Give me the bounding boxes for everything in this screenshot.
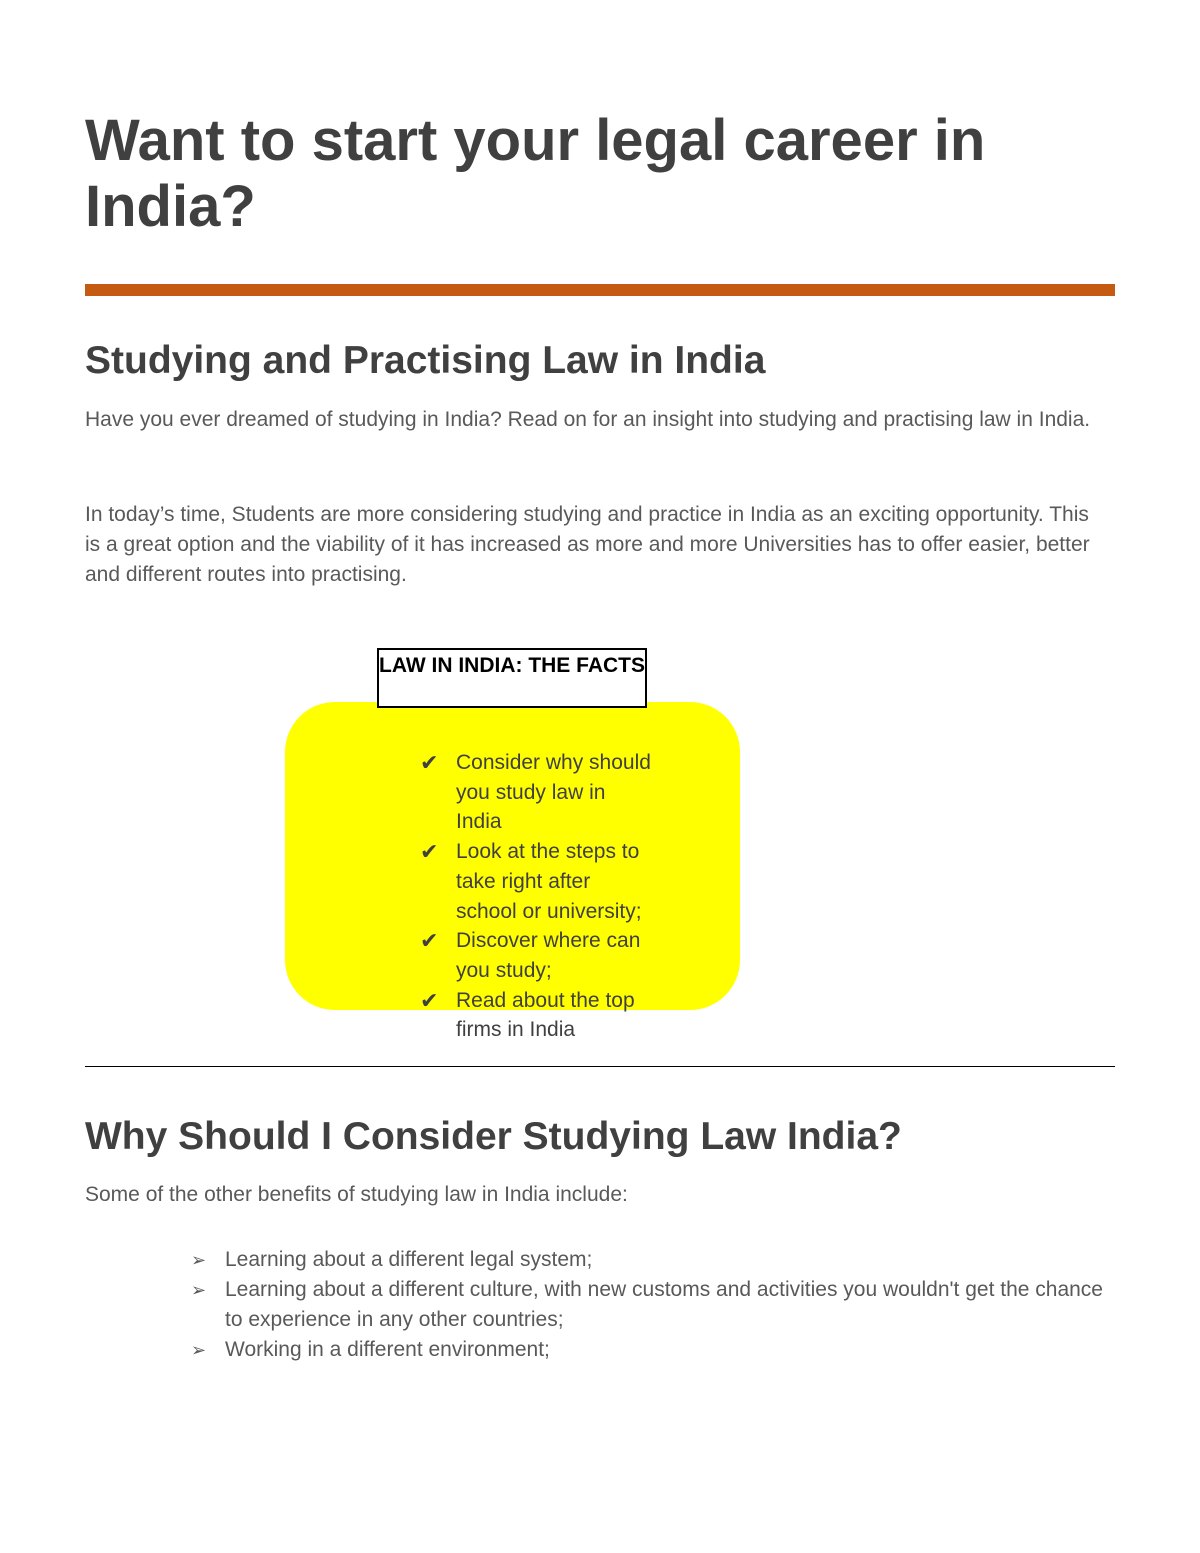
- checkmark-icon: ✔: [420, 750, 439, 775]
- accent-divider: [85, 284, 1115, 296]
- section-heading-why-study: Why Should I Consider Studying Law India?: [85, 1115, 902, 1158]
- benefits-list: [85, 1245, 1115, 1365]
- facts-item-text: Discover where can you study;: [456, 929, 641, 982]
- facts-list-item: [400, 986, 656, 1045]
- facts-list: [400, 740, 700, 1045]
- benefit-item-text: Learning about a different legal system;: [225, 1248, 593, 1271]
- page-title: Want to start your legal career in India?: [85, 108, 986, 239]
- benefits-intro: Some of the other benefits of studying law in India include:: [85, 1183, 628, 1206]
- facts-box-content: [400, 740, 700, 1066]
- facts-item-text: Look at the steps to take right after school or university;: [456, 840, 642, 923]
- benefit-item-text: Learning about a different culture, with new customs and activities you wouldn't get the chance to experience in any other countries;: [225, 1278, 1103, 1331]
- facts-list-item: [400, 748, 656, 837]
- facts-item-text: Consider why should you study law in India: [456, 751, 651, 834]
- facts-item-text: Read about the top firms in India: [456, 988, 635, 1042]
- checkmark-icon: ✔: [420, 928, 439, 954]
- arrowhead-icon: ➢: [191, 1280, 207, 1300]
- benefit-list-item: [85, 1245, 1115, 1275]
- checkmark-icon: ✔: [420, 987, 439, 1013]
- checkmark-icon: ✔: [420, 839, 439, 865]
- benefit-list-item: [85, 1275, 1115, 1335]
- section-heading-studying-practising: Studying and Practising Law in India: [85, 339, 766, 382]
- intro-paragraph: Have you ever dreamed of studying in India? Read on for an insight into studying and practising law in India.: [85, 408, 1091, 431]
- benefit-item-text: Working in a different environment;: [225, 1338, 550, 1361]
- intro-paragraph: In today’s time, Students are more considering studying and practice in India as an exciting opportunity. This is a great option and the viability of it has increased as more and more Universities has to offer easier, better and different routes into practising.: [85, 503, 1090, 586]
- facts-list-item: [400, 926, 656, 985]
- arrowhead-icon: ➢: [191, 1340, 207, 1360]
- facts-box-title: LAW IN INDIA: THE FACTS: [377, 648, 647, 708]
- benefit-list-item: [85, 1335, 1115, 1365]
- section-divider: [85, 1066, 1115, 1067]
- arrowhead-icon: ➢: [191, 1250, 207, 1270]
- facts-list-item: [400, 837, 656, 926]
